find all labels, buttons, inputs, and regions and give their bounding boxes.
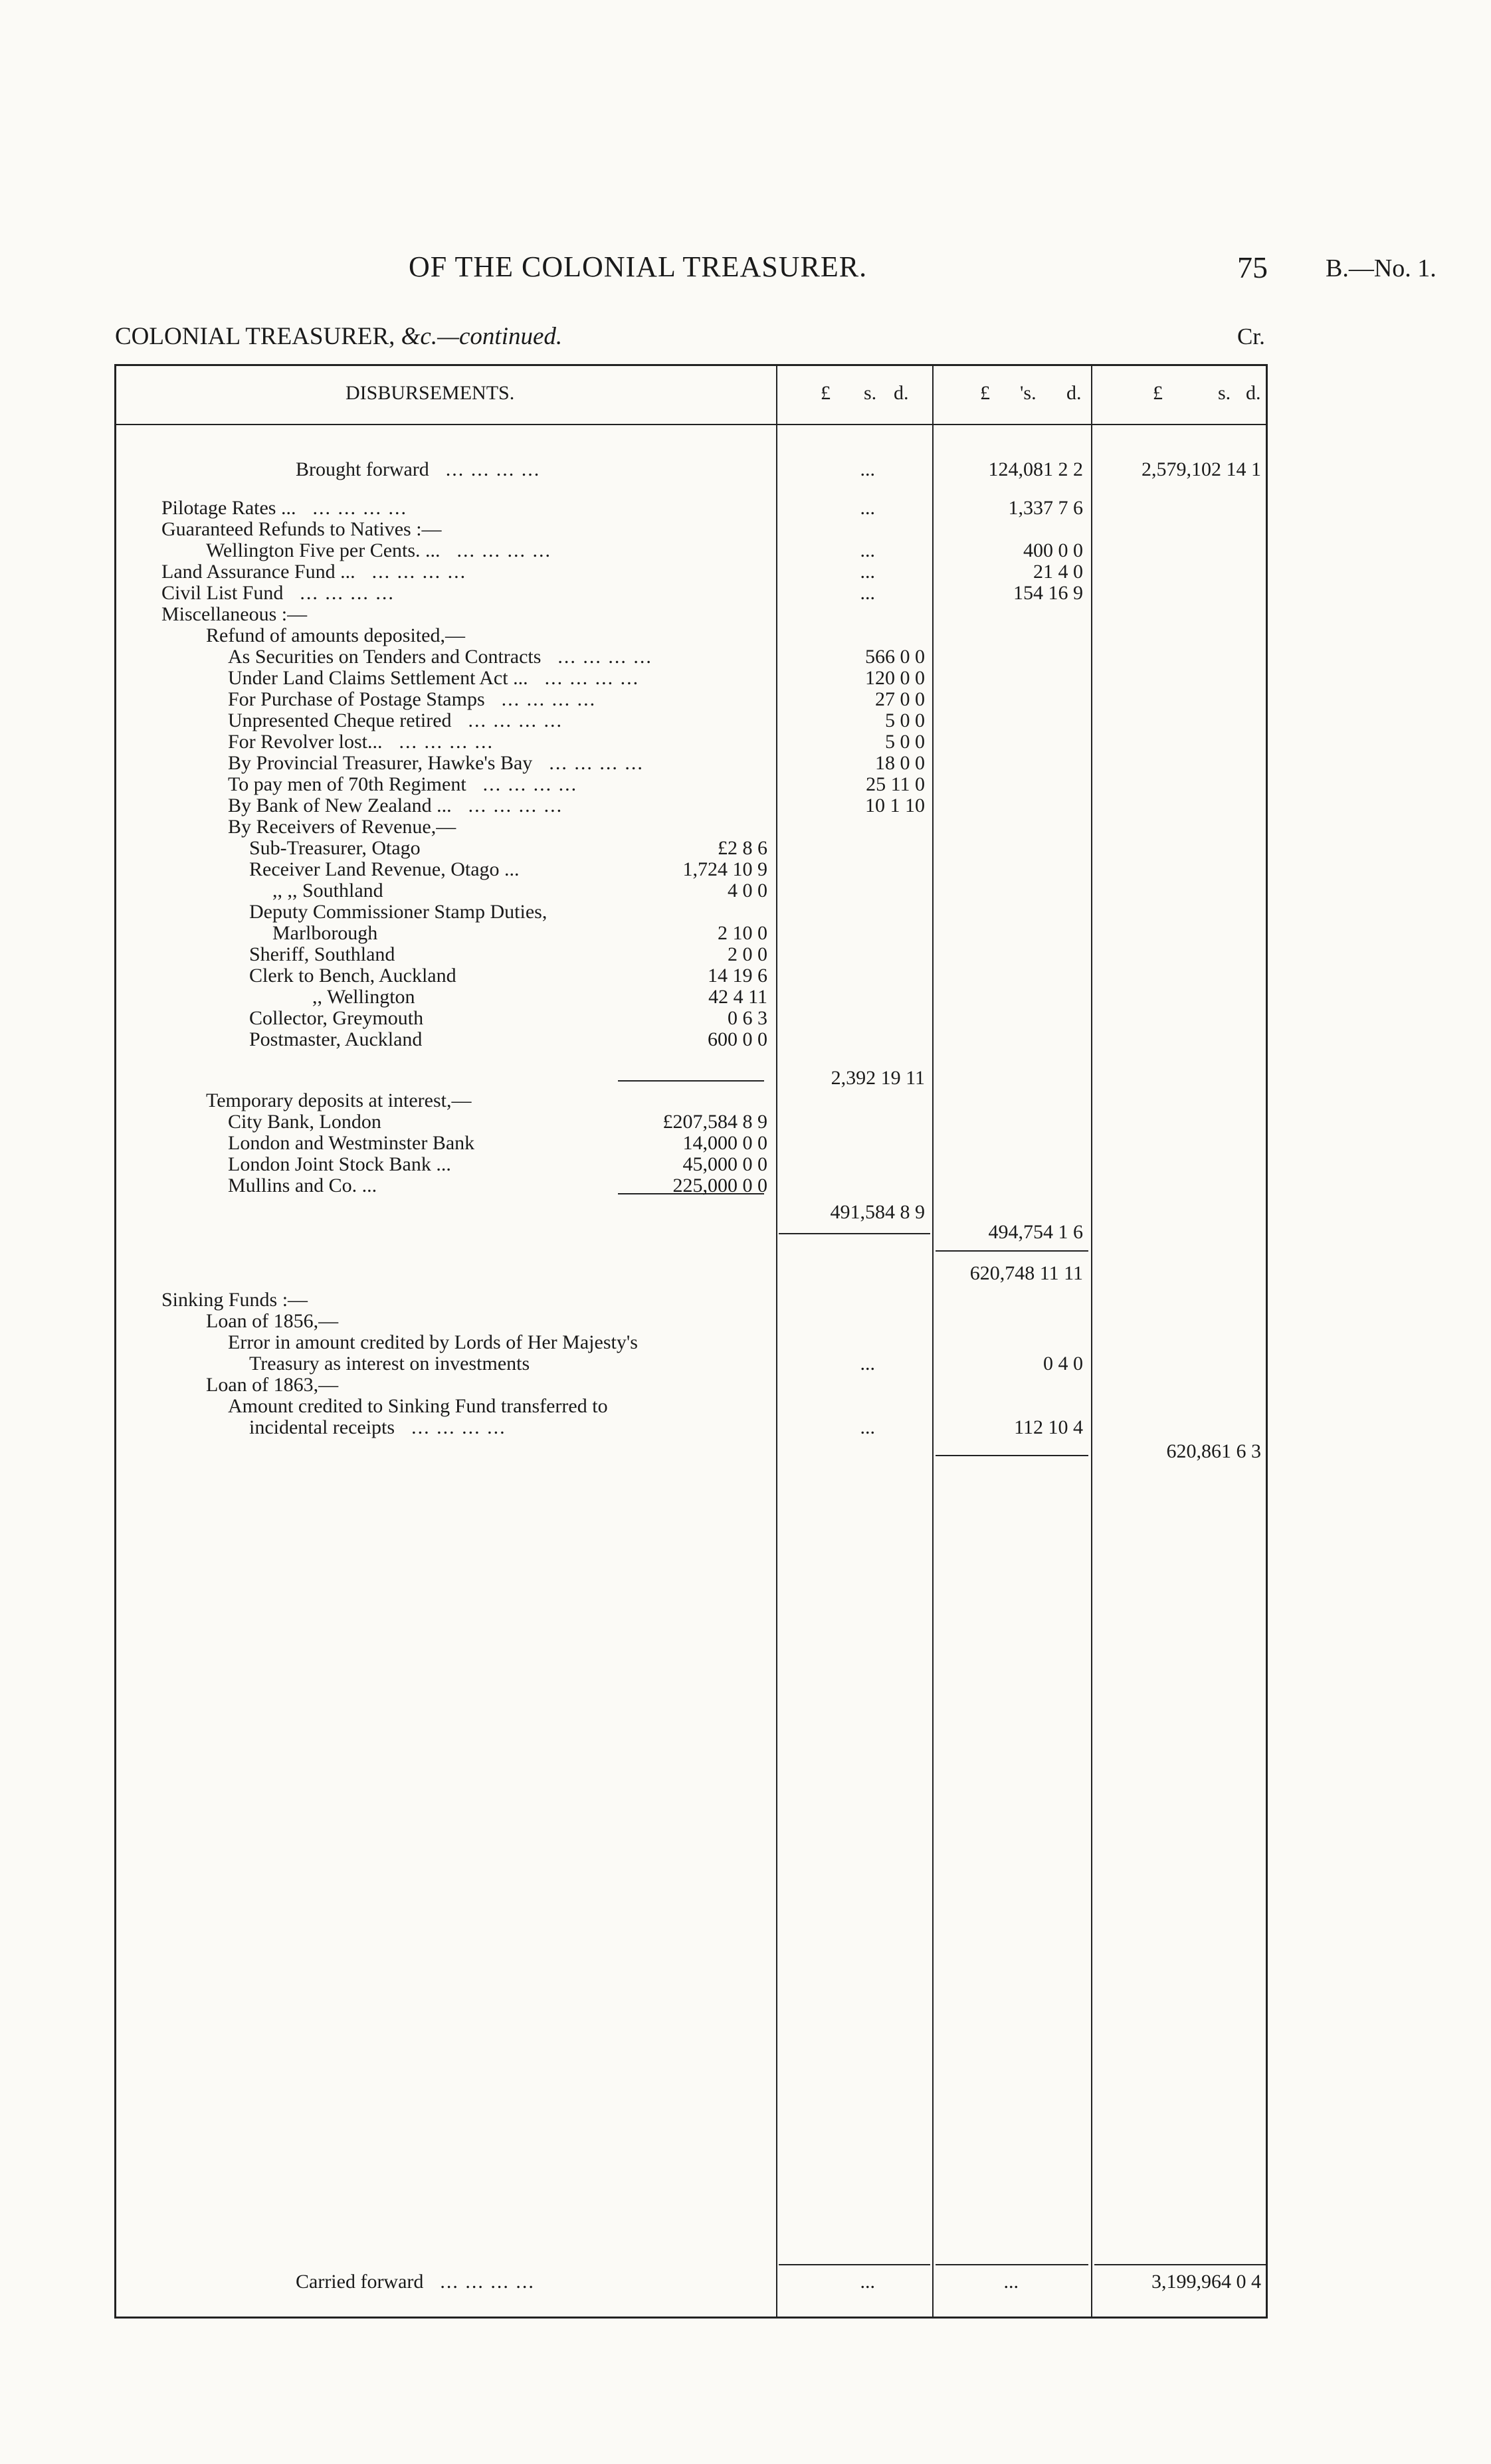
ledger-row-label: Temporary deposits at interest,— <box>206 1090 472 1111</box>
ledger-row-label: City Bank, London <box>228 1111 381 1133</box>
col2-amount: 400 0 0 <box>1023 539 1083 561</box>
col1-pounds-head: £ <box>821 382 831 404</box>
col3-shillings-head: s. <box>1218 382 1231 404</box>
ledger-row-label: For Purchase of Postage Stamps <box>228 688 485 710</box>
ledger-row-label: Mullins and Co. ... <box>228 1175 377 1196</box>
inner-amount: 1,724 10 9 <box>682 858 767 880</box>
sum-rule-sinking <box>936 1455 1088 1456</box>
ledger-row-label: ,, ,, Southland <box>272 880 383 901</box>
sum-rule-col1 <box>779 1233 930 1234</box>
divider-col1 <box>776 364 777 2319</box>
ledger-row-label: London and Westminster Bank <box>228 1132 475 1154</box>
col1-shillings-head: s. <box>864 382 877 404</box>
ledger-row-label: Brought forward <box>296 458 429 480</box>
divider-col3 <box>1091 364 1092 2319</box>
header-rule <box>114 424 1268 425</box>
col1-amount: ... <box>860 458 875 480</box>
ledger-row-label: By Bank of New Zealand ... <box>228 795 452 816</box>
col2-amount: 494,754 1 6 <box>988 1221 1083 1243</box>
sum-rule-receivers <box>618 1080 764 1082</box>
ledger-row-label: For Revolver lost... <box>228 731 383 753</box>
leader-dots: ... ... ... ... <box>501 688 597 710</box>
col1-amount: ... <box>860 582 875 604</box>
ledger-row-label: London Joint Stock Bank ... <box>228 1153 451 1175</box>
inner-amount: 45,000 0 0 <box>682 1153 767 1175</box>
col3-amount: 620,861 6 3 <box>1166 1440 1261 1462</box>
col1-amount: ... <box>860 1353 875 1374</box>
ledger-row-label: Error in amount credited by Lords of Her Majesty's <box>228 1331 638 1353</box>
col1-amount: 5 0 0 <box>885 731 925 753</box>
inner-amount: 14 19 6 <box>708 965 767 987</box>
col1-amount: 18 0 0 <box>875 752 925 774</box>
col1-pence-head: d. <box>894 382 909 404</box>
account-subtitle <box>115 322 562 351</box>
leader-dots: ... ... ... ... <box>544 667 640 689</box>
ledger-row-label: Unpresented Cheque retired <box>228 710 452 731</box>
carried-rule-col3 <box>1094 2264 1266 2265</box>
ledger-row-label: Refund of amounts deposited,— <box>206 624 465 646</box>
ledger-row-label: Sub-Treasurer, Otago <box>249 837 421 859</box>
carried-rule-col2 <box>936 2264 1088 2265</box>
account-subtitle-main: COLONIAL TREASURER, <box>115 323 401 350</box>
col2-shillings-head: 's. <box>1020 382 1037 404</box>
ledger-row-label: Land Assurance Fund ... <box>161 561 355 583</box>
ledger-row-label: Loan of 1856,— <box>206 1310 339 1332</box>
col2-amount: 154 16 9 <box>1013 582 1083 604</box>
ledger-row-label: Wellington Five per Cents. ... <box>206 539 441 561</box>
ledger-row-label: Treasury as interest on investments <box>249 1353 530 1374</box>
ledger-row-label: Miscellaneous :— <box>161 603 308 625</box>
ledger-row-label: Sheriff, Southland <box>249 943 395 965</box>
ledger-row-label: Carried forward <box>296 2271 424 2293</box>
col1-amount: 10 1 10 <box>865 795 925 816</box>
page-title: OF THE COLONIAL TREASURER. <box>409 250 868 283</box>
ledger-row-label: Clerk to Bench, Auckland <box>249 965 456 987</box>
leader-dots: ... ... ... ... <box>371 561 467 583</box>
ledger-row-label: Guaranteed Refunds to Natives :— <box>161 518 442 540</box>
ledger-row-label: Sinking Funds :— <box>161 1289 308 1311</box>
col1-amount: 25 11 0 <box>866 773 925 795</box>
ledger-row-label: Receiver Land Revenue, Otago ... <box>249 858 520 880</box>
disbursements-heading: DISBURSEMENTS. <box>346 382 515 404</box>
col1-amount: 120 0 0 <box>865 667 925 689</box>
ledger-row-label: Civil List Fund <box>161 582 284 604</box>
inner-amount: 0 6 3 <box>728 1007 767 1029</box>
ledger-row-label: Under Land Claims Settlement Act ... <box>228 667 528 689</box>
col1-amount: ... <box>860 561 875 583</box>
col1-amount: ... <box>860 2271 875 2293</box>
col1-amount: ... <box>860 497 875 519</box>
divider-col2 <box>932 364 934 2319</box>
leader-dots: ... ... ... ... <box>468 710 563 731</box>
ledger-row-label: ,, Wellington <box>312 986 415 1008</box>
ledger-row-label: Marlborough <box>272 922 378 944</box>
ledger-row-label: Amount credited to Sinking Fund transferred to <box>228 1395 608 1417</box>
col1-amount: ... <box>860 1416 875 1438</box>
col1-amount: 491,584 8 9 <box>830 1201 925 1223</box>
leader-dots: ... ... ... ... <box>482 773 578 795</box>
col2-amount: 112 10 4 <box>1014 1416 1083 1438</box>
credit-marker: Cr. <box>1237 324 1265 349</box>
leader-dots: ... ... ... ... <box>312 497 407 519</box>
col2-amount: 21 4 0 <box>1033 561 1083 583</box>
page-number: 75 <box>1237 250 1268 284</box>
leader-dots: ... ... ... ... <box>399 731 494 753</box>
leader-dots: ... ... ... ... <box>456 539 552 561</box>
col3-amount: 2,579,102 14 1 <box>1142 458 1261 480</box>
col1-amount: 5 0 0 <box>885 710 925 731</box>
leader-dots: ... ... ... ... <box>445 458 541 480</box>
account-subtitle-continued: &c.—continued. <box>401 323 563 350</box>
leader-dots: ... ... ... ... <box>300 582 395 604</box>
col1-amount: ... <box>860 539 875 561</box>
col2-amount: 1,337 7 6 <box>1008 497 1083 519</box>
ledger-row-label: To pay men of 70th Regiment <box>228 773 466 795</box>
leader-dots: ... ... ... ... <box>468 795 563 816</box>
leader-dots: ... ... ... ... <box>440 2271 535 2293</box>
ledger-row-label: As Securities on Tenders and Contracts <box>228 646 542 668</box>
ledger-row-label: Collector, Greymouth <box>249 1007 424 1029</box>
col1-amount: 27 0 0 <box>875 688 925 710</box>
inner-amount: 600 0 0 <box>708 1028 767 1050</box>
leader-dots: ... ... ... ... <box>557 646 652 668</box>
inner-amount: £207,584 8 9 <box>662 1111 767 1133</box>
ledger-row-label: Pilotage Rates ... <box>161 497 296 519</box>
col2-amount: ... <box>1003 2271 1019 2293</box>
ledger-row-label: Postmaster, Auckland <box>249 1028 423 1050</box>
col2-pence-head: d. <box>1066 382 1082 404</box>
col2-amount: 0 4 0 <box>1043 1353 1083 1374</box>
sum-rule-col2 <box>936 1250 1088 1252</box>
col1-amount: 2,392 19 11 <box>831 1067 925 1089</box>
carried-rule-col1 <box>779 2264 930 2265</box>
ledger-row-label: incidental receipts <box>249 1416 395 1438</box>
col2-amount: 620,748 11 11 <box>969 1262 1083 1284</box>
col1-amount: 566 0 0 <box>865 646 925 668</box>
inner-amount: 4 0 0 <box>728 880 767 901</box>
col2-amount: 124,081 2 2 <box>988 458 1083 480</box>
inner-amount: 14,000 0 0 <box>682 1132 767 1154</box>
ledger-row-label: Loan of 1863,— <box>206 1374 339 1396</box>
inner-amount: £2 8 6 <box>718 837 767 859</box>
inner-amount: 42 4 11 <box>708 986 767 1008</box>
ledger-row-label: Deputy Commissioner Stamp Duties, <box>249 901 547 923</box>
col3-amount: 3,199,964 0 4 <box>1151 2271 1261 2293</box>
inner-amount: 225,000 0 0 <box>672 1175 767 1196</box>
col3-pounds-head: £ <box>1153 382 1163 404</box>
leader-dots: ... ... ... ... <box>411 1416 506 1438</box>
col3-pence-head: d. <box>1246 382 1261 404</box>
document-reference: B.—No. 1. <box>1326 254 1437 282</box>
ledger-row-label: By Receivers of Revenue,— <box>228 816 456 838</box>
inner-amount: 2 0 0 <box>728 943 767 965</box>
inner-amount: 2 10 0 <box>718 922 767 944</box>
ledger-row-label: By Provincial Treasurer, Hawke's Bay <box>228 752 533 774</box>
leader-dots: ... ... ... ... <box>549 752 644 774</box>
col2-pounds-head: £ <box>980 382 990 404</box>
